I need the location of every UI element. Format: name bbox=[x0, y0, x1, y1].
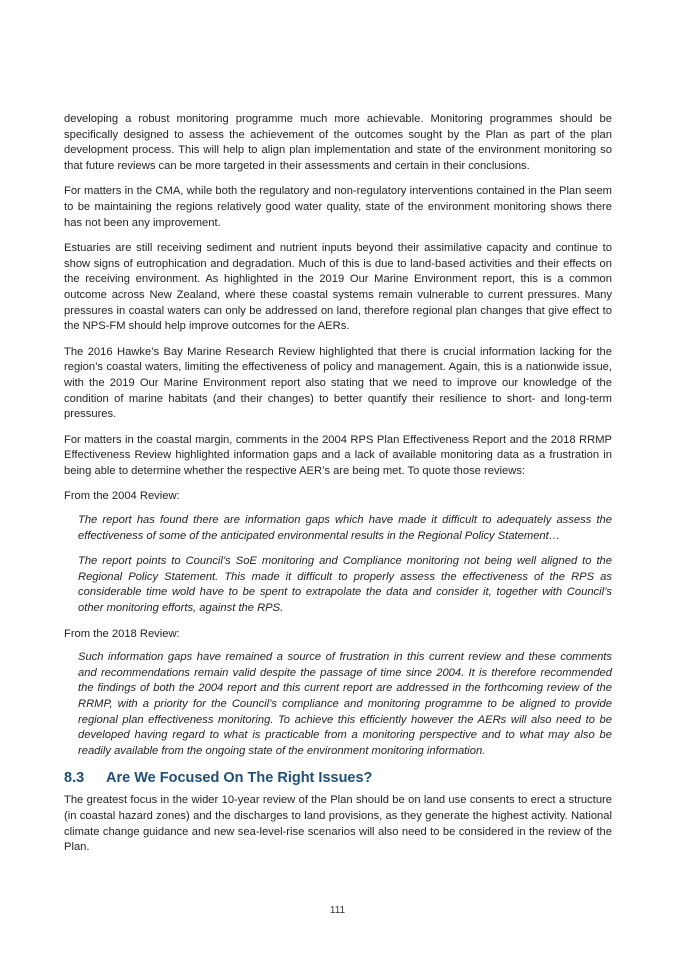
paragraph-monitoring-programmes: developing a robust monitoring programme much more achievable. Monitoring programmes should be specifically designed to assess the achievement of the outcomes sought by the Plan as part of the plan development process. This will help to align plan implementation and state of the environment monitoring so that future reviews can be more targeted in their assessments and certain in their conclusions. bbox=[64, 113, 612, 172]
page-number: 111 bbox=[329, 905, 346, 916]
paragraph-estuaries: Estuaries are still receiving sediment and nutrient inputs beyond their assimilative capacity and continue to show signs of eutrophication and degradation. Much of this is due to land-based activities and their effects on the receiving environment. As highlighted in the 2019 Our Marine Environment report, this is a common outcome across New Zealand, where these coastal systems remain vulnerable to current pressures. Many pressures in coastal waters can only be addressed on land, therefore regional plan changes that give effect to the NPS-FM should help improve outcomes for the AERs. bbox=[64, 242, 612, 333]
paragraph-marine-research-review: The 2016 Hawke’s Bay Marine Research Review highlighted that there is crucial information lacking for the region’s coastal waters, limiting the effectiveness of policy and management. Again, this is a nationwide issue, with the 2019 Our Marine Environment report also stating that we need to improve our knowledge of the condition of marine habitats (and their changes) to better quantify their resilience to short- and long-term pressures. bbox=[64, 345, 612, 421]
review-2018-lead: From the 2018 Review: bbox=[64, 627, 180, 640]
paragraph-coastal-margin: For matters in the coastal margin, comments in the 2004 RPS Plan Effectiveness Report and the 2018 RRMP Effectiveness Review highlighted information gaps and a lack of available monitoring data as a frustration in being able to determine whether the respective AER’s are being met. To quote those reviews: bbox=[64, 433, 612, 477]
review-2004-lead: From the 2004 Review: bbox=[64, 490, 180, 503]
section-heading bbox=[64, 769, 612, 787]
paragraph-cma-matters: For matters in the CMA, while both the regulatory and non-regulatory interventions contained in the Plan seem to be maintaining the regions relatively good water quality, state of the environment monitoring shows there has not been any improvement. bbox=[64, 185, 612, 229]
paragraph-section-body: The greatest focus in the wider 10-year review of the Plan should be on land use consents to erect a structure (in coastal hazard zones) and the discharges to land provisions, as they generate the highest activity. National climate change guidance and new sea-level-rise scenarios will also need to be considered in the review of the Plan. bbox=[64, 794, 612, 854]
review-2018-quote: Such information gaps have remained a source of frustration in this current review and these comments and recommendations remain valid despite the passage of time since 2004. It is therefore recommended the findings of both the 2004 report and this current report are addressed in the forthcoming review of the RRMP, with a priority for the Council’s compliance and monitoring programme to be aligned to provide regional plan effectiveness monitoring. To achieve this efficiently however the AERs will also need to be developed having regard to what is practicable from a monitoring perspective and to what may also be readily available from the ongoing state of the environment monitoring information. bbox=[78, 651, 612, 757]
section-number: 8.3 bbox=[64, 770, 85, 787]
section-title: Are We Focused On The Right Issues? bbox=[106, 770, 373, 787]
review-2004-quote-1: The report has found there are information gaps which have made it difficult to adequately assess the effectiveness of some of the anticipated environmental results in the Regional Policy Statement… bbox=[78, 514, 612, 542]
page-content bbox=[64, 112, 612, 866]
review-2004-quote-2: The report points to Council’s SoE monitoring and Compliance monitoring not being well aligned to the Regional Policy Statement. This made it difficult to properly assess the effectiveness of the RPS as considerable time wold have to be spent to extrapolate the data and consider it, together with Council’s other monitoring efforts, against the RPS. bbox=[78, 555, 612, 615]
